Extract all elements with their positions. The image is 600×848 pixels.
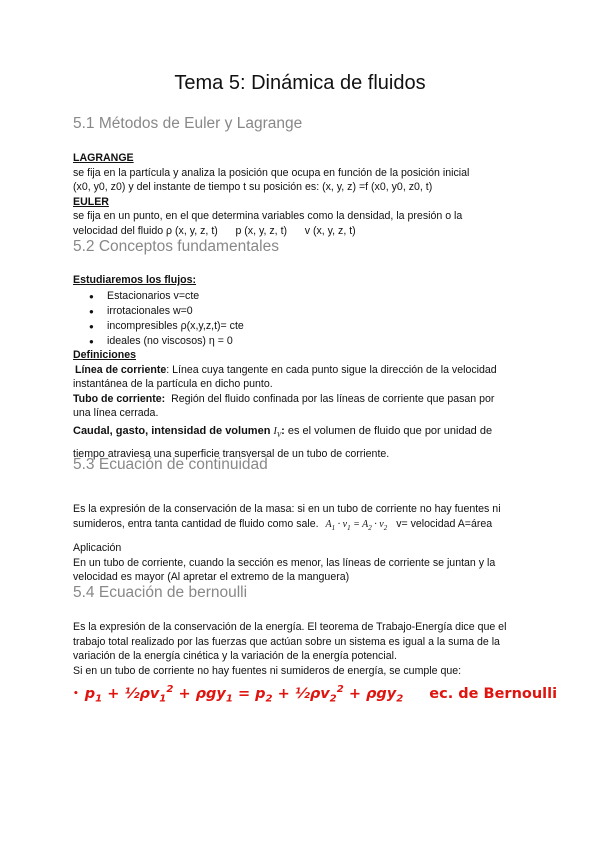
section-heading-5-4: 5.4 Ecuación de bernoulli — [73, 584, 248, 601]
aplicacion-label: Aplicación — [73, 542, 122, 554]
page-title: Tema 5: Dinámica de fluidos — [174, 72, 426, 94]
caudal-symbol: $I_V$ — [273, 425, 282, 439]
section-heading-5-3: 5.3 Ecuación de continuidad — [73, 456, 268, 473]
flujos-list — [73, 289, 244, 349]
bernoulli-equation: • $p_1$ + $\frac{1}{2}\rho v_1^2 + \rho gy_1 = p_2$ + $\frac{1}{2}\rho v_2^2 + \rho gy_2$ ec. de Bernoulli — [73, 684, 558, 705]
lagrange-line-2: (x0, y0, z0) y del instante de tiempo t su posición es: (x, y, z) =f (x0, y0, z0, t) — [73, 181, 433, 193]
bernoulli-label: ec. de Bernoulli — [429, 685, 558, 702]
bernoulli-line-2: trabajo total realizado por las fuerzas que actúan sobre un sistema es igual a la suma de la — [73, 635, 500, 648]
tubo-term: Tubo de corriente: — [73, 392, 166, 405]
continuity-legend: v= velocidad A=área — [396, 517, 493, 530]
caudal-def-line-1: Caudal, gasto, intensidad de volumen $I_V$: es el volumen de fluido que por unidad de — [73, 424, 493, 439]
lagrange-label: LAGRANGE — [73, 152, 134, 164]
section-heading-5-2: 5.2 Conceptos fundamentales — [73, 238, 279, 255]
list-item: ● incompresibles ρ(x,y,z,t)= cte — [73, 319, 244, 334]
tubo-def-line-2: una línea cerrada. — [73, 407, 159, 419]
aplicacion-line-2: velocidad es mayor (Al apretar el extremo de la manguera) — [73, 571, 350, 583]
section-heading-5-1: 5.1 Métodos de Euler y Lagrange — [73, 115, 303, 132]
continuity-line-2 — [73, 517, 553, 536]
continuity-equation: $A_1 \cdot v_1 = A_2 \cdot v_2$ — [325, 518, 388, 532]
definitions-block — [73, 348, 533, 462]
caudal-text-1: es el volumen de fluido que por unidad de — [284, 424, 493, 437]
caudal-term: Caudal, gasto, intensidad de volumen — [73, 424, 271, 437]
list-item: ● irrotacionales w=0 — [73, 304, 244, 319]
continuity-block — [73, 502, 553, 585]
list-item: ● Estacionarios v=cte — [73, 289, 244, 304]
lagrange-line-1: se fija en la partícula y analiza la posición que ocupa en función de la posición inicial — [73, 166, 470, 179]
bernoulli-block — [73, 620, 553, 678]
caudal-def-line-2: tiempo atraviesa una superficie transversal de un tubo de corriente. — [73, 448, 390, 460]
flujos-label: Estudiaremos los flujos: — [73, 274, 197, 286]
definitions-label: Definiciones — [73, 349, 136, 361]
aplicacion-line-1: En un tubo de corriente, cuando la sección es menor, las líneas de corriente se juntan y la — [73, 556, 496, 569]
euler-line-2: velocidad del fluido ρ (x, y, z, t) p (x, y, z, t) v (x, y, z, t) — [73, 224, 356, 237]
euler-label: EULER — [73, 195, 109, 208]
lagrange-block — [73, 151, 533, 238]
euler-line-1: se fija en un punto, en el que determina variables como la densidad, la presión o la — [73, 210, 463, 222]
list-item: ● ideales (no viscosos) η = 0 — [73, 334, 244, 349]
linea-term: Línea de corriente — [75, 363, 167, 376]
bernoulli-line-4: Si en un tubo de corriente no hay fuentes ni sumideros de energía, se cumple que: — [73, 664, 462, 677]
bullet-icon: • — [73, 688, 79, 699]
continuity-line-1: Es la expresión de la conservación de la masa: si en un tubo de corriente no hay fuentes ni — [73, 503, 501, 515]
bernoulli-line-1: Es la expresión de la conservación de la energía. El teorema de Trabajo-Energía dice que el — [73, 621, 507, 633]
linea-def-line-1 — [73, 363, 533, 378]
tubo-def-line-1 — [73, 392, 533, 407]
bernoulli-line-3: variación de la energía cinética y la variación de la energía potencial. — [73, 650, 397, 662]
continuity-line-2-text: sumideros, entra tanta cantidad de fluido como sale. — [73, 517, 319, 530]
linea-text-1: : Línea cuya tangente en cada punto sigue la dirección de la velocidad — [166, 363, 497, 376]
tubo-text-1: Región del fluido confinada por las líneas de corriente que pasan por — [165, 392, 495, 405]
linea-def-line-2: instantánea de la partícula en dicho punto. — [73, 378, 273, 390]
